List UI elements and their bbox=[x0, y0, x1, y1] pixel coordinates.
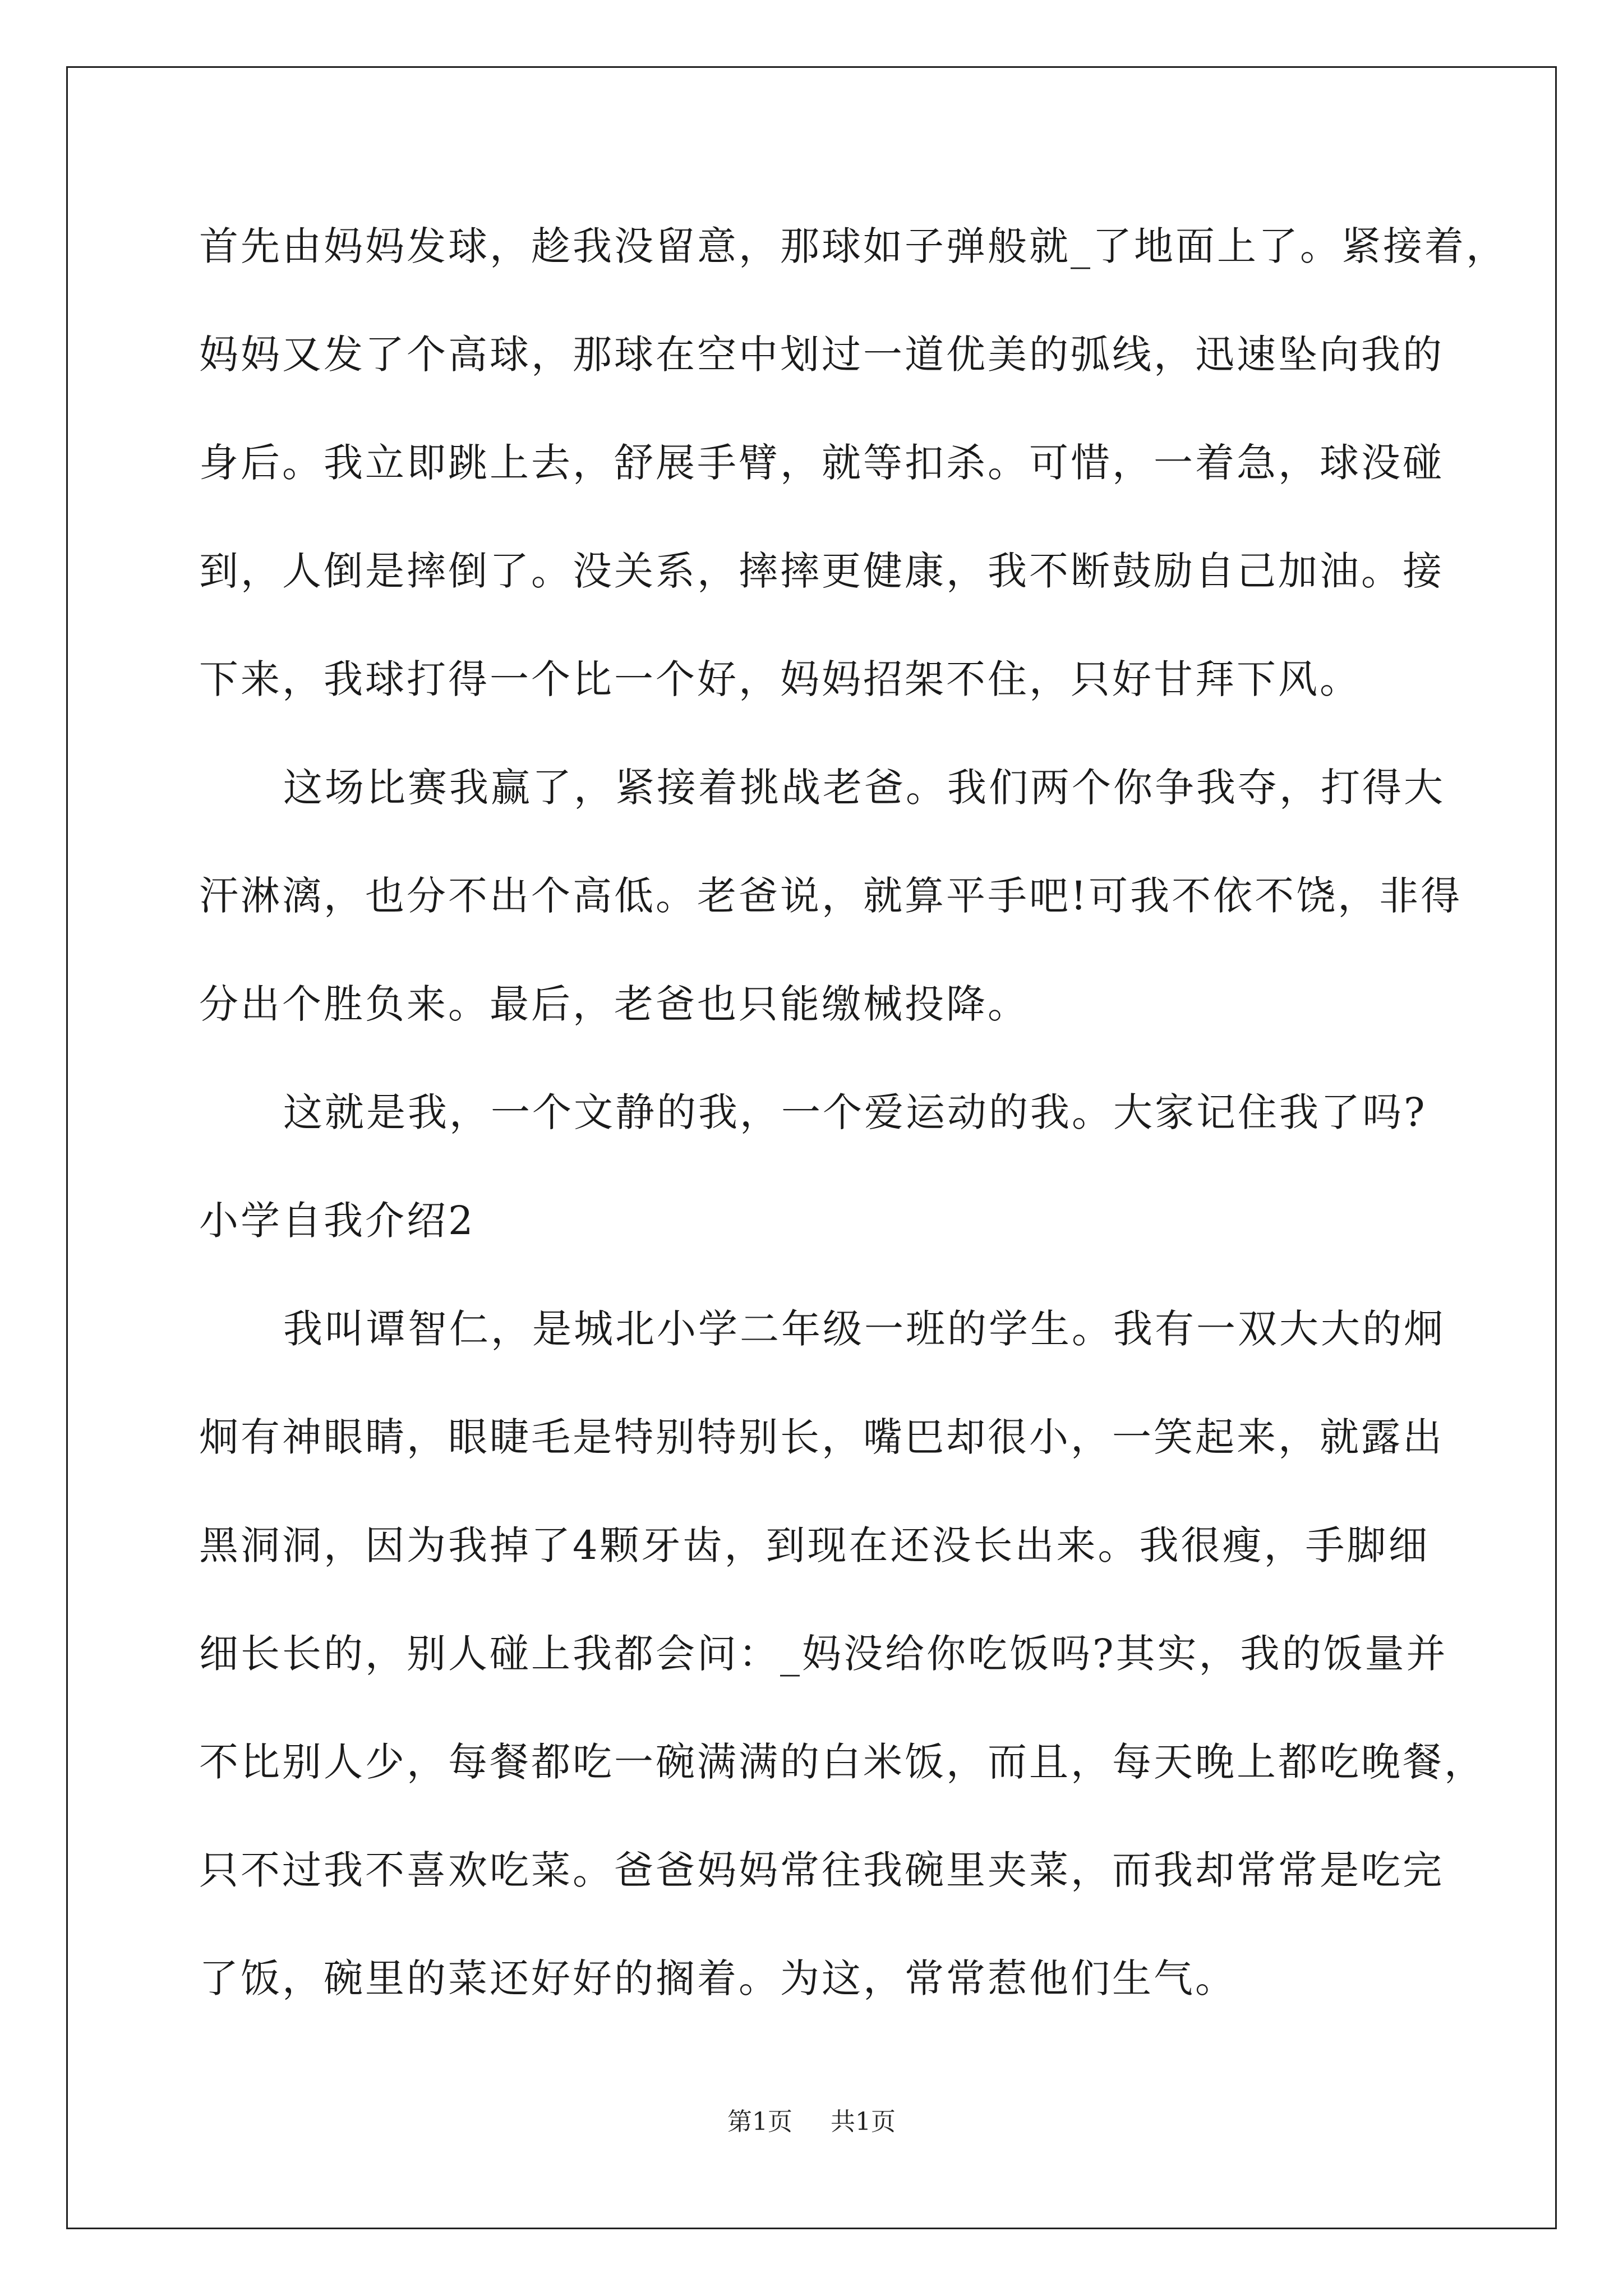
text-line: 汗淋漓，也分不出个高低。老爸说，就算平手吧!可我不依不饶，非得 bbox=[199, 873, 1463, 919]
text-line: 下来，我球打得一个比一个好，妈妈招架不住，只好甘拜下风。 bbox=[199, 656, 1361, 702]
page-border bbox=[66, 66, 1557, 2229]
page-footer bbox=[0, 2106, 1623, 2138]
text-line: 身后。我立即跳上去，舒展手臂，就等扣杀。可惜，一着急，球没碰 bbox=[199, 440, 1444, 486]
text-line: 炯有神眼睛，眼睫毛是特别特别长，嘴巴却很小，一笑起来，就露出 bbox=[199, 1414, 1444, 1460]
section-heading: 小学自我介绍2 bbox=[199, 1198, 476, 1244]
text-line: 到，人倒是摔倒了。没关系，摔摔更健康，我不断鼓励自己加油。接 bbox=[199, 548, 1444, 594]
paragraph-first-line: 这就是我，一个文静的我，一个爱运动的我。大家记住我了吗? bbox=[283, 1089, 1427, 1135]
total-pages: 共1页 bbox=[831, 2108, 896, 2136]
paragraph-first-line: 这场比赛我赢了，紧接着挑战老爸。我们两个你争我夺，打得大 bbox=[283, 765, 1445, 811]
text-line: 分出个胜负来。最后，老爸也只能缴械投降。 bbox=[199, 981, 1029, 1027]
text-line: 黑洞洞，因为我掉了4颗牙齿，到现在还没长出来。我很瘦，手脚细 bbox=[199, 1522, 1430, 1568]
paragraph-first-line: 我叫谭智仁，是城北小学二年级一班的学生。我有一双大大的炯 bbox=[283, 1306, 1445, 1352]
text-line: 细长长的，别人碰上我都会问：_妈没给你吃饭吗?其实，我的饭量并 bbox=[199, 1631, 1448, 1677]
page-number: 第1页 bbox=[727, 2108, 792, 2136]
text-line: 首先由妈妈发球，趁我没留意，那球如子弹般就_了地面上了。紧接着， bbox=[199, 223, 1507, 269]
text-line: 不比别人少，每餐都吃一碗满满的白米饭，而且，每天晚上都吃晚餐， bbox=[199, 1739, 1486, 1785]
text-line: 只不过我不喜欢吃菜。爸爸妈妈常往我碗里夹菜，而我却常常是吃完 bbox=[199, 1847, 1444, 1893]
text-line: 了饭，碗里的菜还好好的搁着。为这，常常惹他们生气。 bbox=[199, 1955, 1237, 2001]
text-line: 妈妈又发了个高球，那球在空中划过一道优美的弧线，迅速坠向我的 bbox=[199, 332, 1444, 378]
